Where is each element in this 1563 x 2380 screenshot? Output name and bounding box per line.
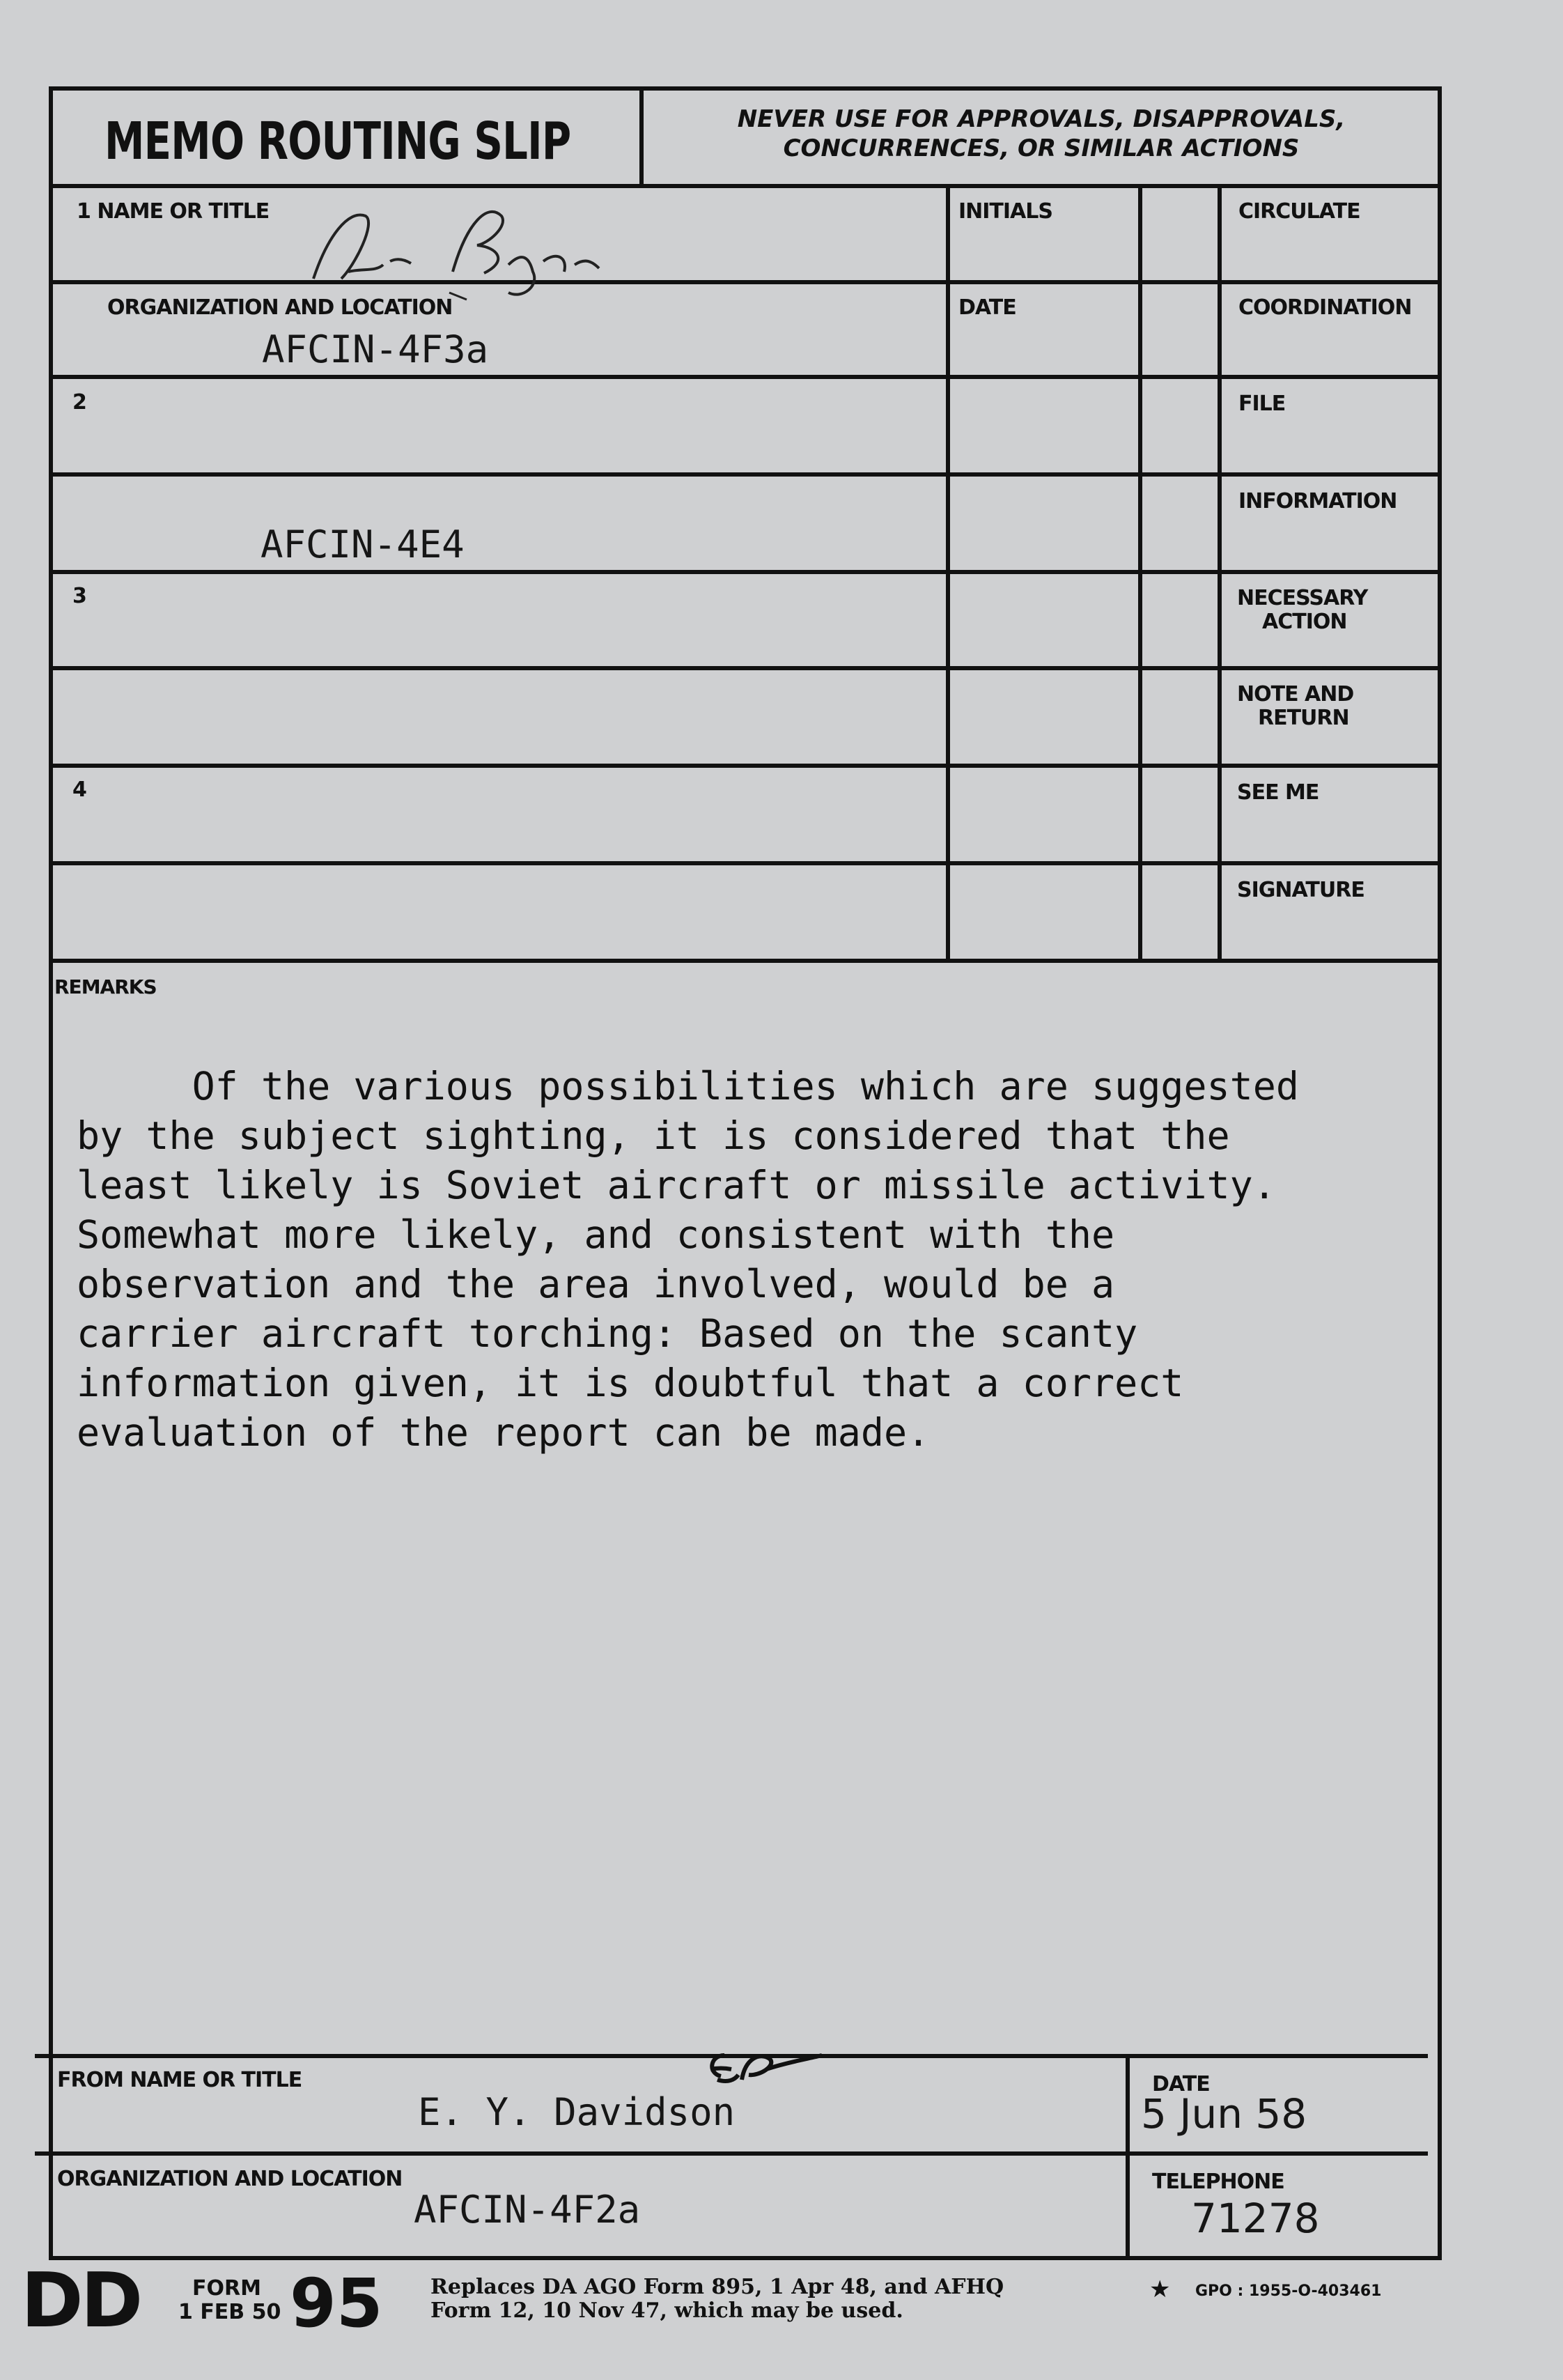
action-information: INFORMATION — [1238, 489, 1397, 513]
grid-line — [49, 570, 1442, 574]
action-necessary-action-line-2: ACTION — [1262, 610, 1347, 634]
action-see-me: SEE ME — [1237, 780, 1319, 805]
grid-line — [49, 280, 1442, 284]
usage-warning-line-2: CONCURRENCES, OR SIMILAR ACTIONS — [783, 134, 1300, 162]
grid-line — [49, 959, 1442, 963]
from-middle-line — [35, 2151, 1428, 2156]
grid-column-line — [1138, 184, 1142, 961]
grid-line — [49, 861, 1442, 865]
form-series-dd: DD — [21, 2257, 141, 2344]
row-2-organization: AFCIN-4E4 — [260, 523, 465, 566]
action-signature: SIGNATURE — [1237, 878, 1364, 902]
name-or-title-label: 1 NAME OR TITLE — [77, 199, 270, 224]
form-number: 95 — [290, 2264, 383, 2342]
action-necessary-action — [1237, 587, 1367, 634]
action-circulate: CIRCULATE — [1238, 199, 1360, 224]
remarks-text: Of the various possibilities which are suggested by the subject sighting, it is considered that the least likely is Soviet aircraft or missile activity. Somewhat more likely, and consistent with the observation and the area involved, would be a carrier aircraft torching: Based on the scanty information given, it is doubtful that a correct evaluation of the report can be made. — [77, 1064, 1299, 1455]
star-icon: ★ — [1149, 2276, 1171, 2303]
row-1-organization: AFCIN-4F3a — [262, 327, 489, 371]
from-date-label: DATE — [1152, 2072, 1210, 2096]
from-organization-label: ORGANIZATION AND LOCATION — [57, 2167, 403, 2191]
action-note-and-return-line-2: RETURN — [1258, 706, 1349, 730]
action-necessary-action-line-1: NECESSARY — [1237, 586, 1368, 610]
replaces-note-line-2: Form 12, 10 Nov 47, which may be used. — [430, 2298, 903, 2323]
replaces-note-line-1: Replaces DA AGO Form 895, 1 Apr 48, and AFHQ — [430, 2275, 1004, 2299]
from-split-line — [1126, 2054, 1130, 2260]
form-title: MEMO ROUTING SLIP — [104, 111, 571, 171]
date-label: DATE — [958, 295, 1016, 320]
from-date: 5 Jun 58 — [1141, 2090, 1307, 2138]
grid-column-line — [946, 184, 950, 961]
grid-line — [49, 764, 1442, 768]
telephone-number: 71278 — [1191, 2195, 1320, 2242]
remarks-label: REMARKS — [54, 975, 157, 998]
action-note-and-return — [1237, 683, 1353, 730]
grid-line — [49, 375, 1442, 379]
handwritten-addressee — [300, 195, 662, 307]
from-name-label: FROM NAME OR TITLE — [57, 2068, 302, 2092]
usage-warning-line-1: NEVER USE FOR APPROVALS, DISAPPROVALS, — [737, 105, 1346, 133]
usage-warning — [648, 105, 1435, 163]
replaces-note — [430, 2275, 1004, 2323]
grid-column-line — [1218, 184, 1222, 961]
header-split — [639, 86, 644, 187]
organization-location-label: ORGANIZATION AND LOCATION — [107, 295, 453, 320]
action-file: FILE — [1238, 392, 1286, 416]
row-2-number: 2 — [72, 390, 86, 415]
header-divider — [49, 184, 1442, 188]
row-3-number: 3 — [72, 584, 86, 608]
gpo-code: GPO : 1955-O-403461 — [1195, 2282, 1382, 2300]
telephone-label: TELEPHONE — [1152, 2170, 1284, 2194]
grid-line — [49, 666, 1442, 670]
initials-label: INITIALS — [958, 199, 1052, 224]
grid-line — [49, 472, 1442, 477]
from-organization: AFCIN-4F2a — [414, 2188, 641, 2232]
action-note-and-return-line-1: NOTE AND — [1237, 682, 1354, 706]
form-date: 1 FEB 50 — [178, 2300, 281, 2324]
row-4-number: 4 — [72, 778, 86, 802]
action-coordination: COORDINATION — [1238, 295, 1412, 320]
form-date-block — [178, 2277, 281, 2324]
form-word: FORM — [192, 2276, 261, 2301]
handwritten-initials — [703, 2041, 829, 2104]
from-name: E. Y. Davidson — [418, 2090, 736, 2134]
